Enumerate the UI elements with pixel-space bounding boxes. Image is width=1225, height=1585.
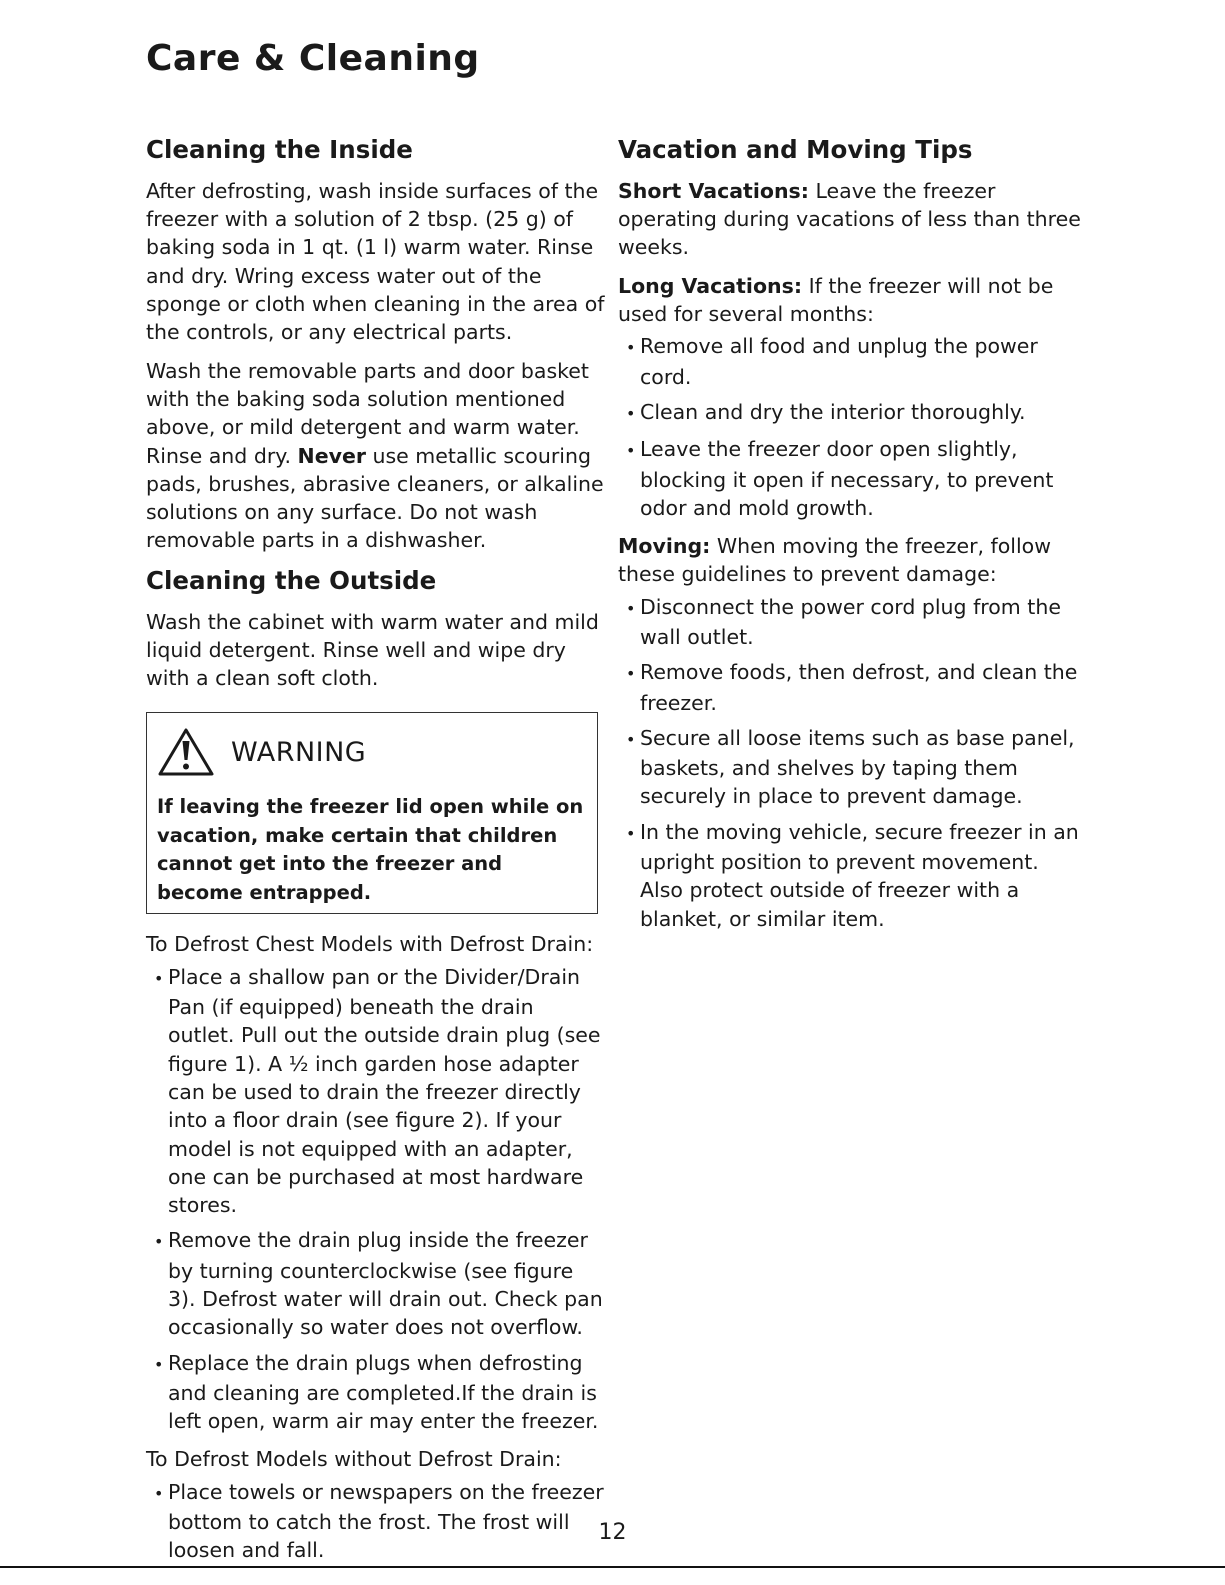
list-item: • Clean and dry the interior thoroughly. bbox=[618, 398, 1088, 428]
warning-title: WARNING bbox=[231, 736, 367, 768]
list-item: • Remove foods, then defrost, and clean the freezer. bbox=[618, 658, 1088, 717]
cleaning-inside-paragraph-2 bbox=[146, 357, 606, 555]
page-title: Care & Cleaning bbox=[146, 38, 480, 79]
cleaning-inside-paragraph-2-end: use metallic scouring pads, brushes, abrasive cleaners, or alkaline solutions on any surface. Do not wash removable parts in a dishwasher. bbox=[146, 443, 604, 553]
long-vacations-text: If the freezer will not be used for several months: bbox=[618, 273, 1054, 327]
list-item: • Remove the drain plug inside the freezer by turning counterclockwise (see figure 3). Defrost water will drain out. Check pan occasionally so water does not overflow. bbox=[146, 1226, 606, 1341]
drain-list bbox=[146, 963, 606, 1436]
cleaning-inside-paragraph-1: After defrosting, wash inside surfaces of the freezer with a solution of 2 tbsp. (25 g) of baking soda in 1 qt. (1 l) warm water. Rinse and dry. Wring excess water out of the sponge or cloth when cleaning in the area of the controls, or any electrical parts. bbox=[146, 178, 605, 345]
left-column bbox=[146, 134, 606, 1575]
right-column bbox=[618, 134, 1088, 943]
warning-triangle-icon bbox=[157, 727, 215, 777]
warning-text: If leaving the freezer lid open while on vacation, make certain that children cannot get into the freezer and become entrapped. bbox=[157, 795, 584, 904]
moving-text: When moving the freezer, follow these guidelines to prevent damage: bbox=[618, 534, 1051, 587]
short-vacations-paragraph bbox=[618, 177, 1088, 262]
moving-label: Moving: bbox=[618, 534, 711, 559]
warning-box bbox=[146, 712, 598, 914]
long-vacations-paragraph bbox=[618, 272, 1088, 329]
list-item: • In the moving vehicle, secure freezer in an upright position to prevent movement. Also protect outside of freezer with a blanket, or similar item. bbox=[618, 818, 1088, 933]
vacation-heading: Vacation and Moving Tips bbox=[618, 135, 973, 164]
long-vacations-label: Long Vacations: bbox=[618, 273, 803, 298]
drain-heading: To Defrost Chest Models with Defrost Drain: bbox=[146, 932, 594, 957]
list-item: • Disconnect the power cord plug from the wall outlet. bbox=[618, 593, 1088, 652]
cleaning-outside-heading: Cleaning the Outside bbox=[146, 565, 437, 595]
moving-list bbox=[618, 593, 1088, 933]
nodrain-heading: To Defrost Models without Defrost Drain: bbox=[146, 1447, 562, 1472]
list-item: • Remove all food and unplug the power cord. bbox=[618, 332, 1088, 391]
cleaning-inside-paragraph-2-start: Wash the removable parts and door basket with the baking soda solution mentioned above, or mild detergent and warm water. Rinse and dry. bbox=[146, 358, 589, 468]
long-vacations-list bbox=[618, 332, 1088, 522]
short-vacations-label: Short Vacations: bbox=[618, 178, 809, 203]
warning-header bbox=[157, 727, 587, 777]
cleaning-outside-paragraph: Wash the cabinet with warm water and mild liquid detergent. Rinse well and wipe dry with a clean soft cloth. bbox=[146, 609, 599, 691]
page-number: 12 bbox=[598, 1520, 627, 1545]
short-vacations-text: Leave the freezer operating during vacations of less than three weeks. bbox=[618, 178, 1081, 260]
never-emphasis: Never bbox=[297, 443, 366, 468]
list-item: • Replace the drain plugs when defrosting and cleaning are completed.If the drain is left open, warm air may enter the freezer. bbox=[146, 1349, 606, 1436]
list-item: • Place towels or newspapers on the freezer bottom to catch the frost. The frost will loosen and fall. bbox=[146, 1478, 606, 1565]
list-item: • Leave the freezer door open slightly, blocking it open if necessary, to prevent odor and mold growth. bbox=[618, 435, 1088, 522]
list-item: • Secure all loose items such as base panel, baskets, and shelves by taping them securely in place to prevent damage. bbox=[618, 724, 1088, 811]
list-item: • Place a shallow pan or the Divider/Drain Pan (if equipped) beneath the drain outlet. Pull out the outside drain plug (see figure 1). A ½ inch garden hose adapter can be used to drain the freezer directly into a floor drain (see figure 2). If your model is not equipped with an adapter, one can be purchased at most hardware stores. bbox=[146, 963, 606, 1220]
moving-paragraph bbox=[618, 532, 1088, 589]
cleaning-inside-heading: Cleaning the Inside bbox=[146, 135, 413, 164]
footer-rule bbox=[0, 1566, 1225, 1568]
